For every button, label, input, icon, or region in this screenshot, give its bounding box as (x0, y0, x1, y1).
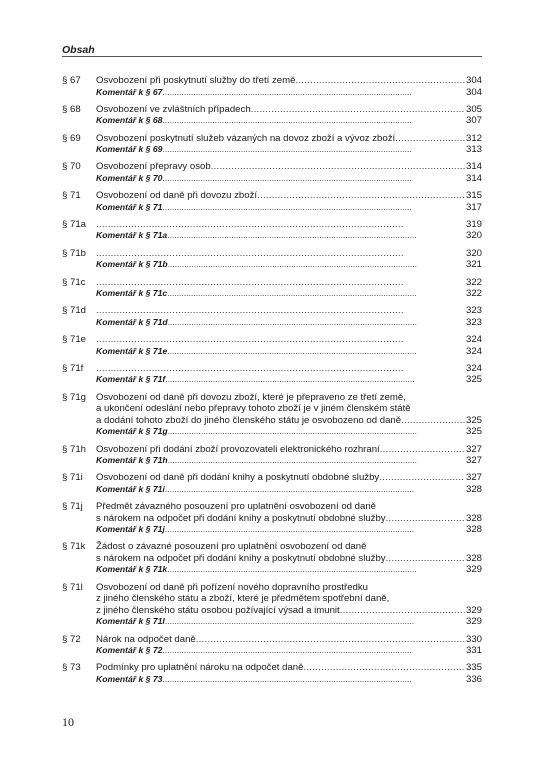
section-number: § 71j (62, 501, 83, 513)
entry-title: s nárokem na odpočet při dodání knihy a poskytnutí obdobné služby (96, 552, 386, 564)
entry-page: 328 (465, 552, 482, 564)
entry-title-line (96, 444, 482, 456)
toc-entry (62, 541, 482, 576)
entry-title-line (96, 415, 482, 427)
entry-text (96, 248, 482, 271)
entry-title: Osvobození při poskytnutí služby do třetí země (96, 75, 296, 86)
commentary-line (96, 645, 482, 657)
commentary-page: 331 (465, 645, 482, 657)
commentary-page: 307 (465, 115, 482, 127)
commentary-page: 313 (465, 144, 482, 156)
commentary-page: 336 (465, 673, 482, 685)
toc-entry (62, 501, 482, 536)
dot-leader (303, 662, 465, 674)
commentary-line (96, 230, 482, 242)
entry-page: 330 (465, 633, 482, 645)
entry-title-line (96, 248, 482, 260)
entry-title: Předmět závazného posouzení pro uplatnění osvobození od daně (96, 501, 377, 513)
entry-title-line (96, 553, 482, 565)
section-number: § 68 (62, 103, 81, 115)
dot-leader (165, 616, 465, 628)
entry-page: 319 (465, 218, 482, 230)
dot-leader (168, 426, 465, 438)
commentary-title: Komentář k § 71h (96, 455, 168, 466)
section-number: § 71a (62, 218, 87, 230)
toc-entry (62, 104, 482, 127)
entry-text (96, 334, 482, 357)
toc-entry (62, 219, 482, 242)
dot-leader (167, 346, 465, 358)
entry-text (96, 634, 482, 657)
entry-text (96, 305, 482, 328)
toc-entry (62, 75, 482, 98)
dot-leader (162, 144, 465, 156)
entry-title-line (96, 403, 482, 415)
dot-leader (167, 288, 465, 300)
entry-page: 327 (465, 443, 482, 455)
dot-leader (251, 104, 465, 116)
dot-leader (96, 334, 465, 346)
entry-title: z jiného členského státu a zboží, které je předmětem spotřební daně, (96, 593, 390, 605)
entry-text (96, 501, 482, 536)
commentary-page: 328 (465, 524, 482, 536)
commentary-title: Komentář k § 73 (96, 673, 163, 684)
dot-leader (196, 634, 465, 646)
entry-title-line (96, 501, 482, 513)
toc-entry (62, 248, 482, 271)
commentary-page: 304 (465, 86, 482, 98)
section-number: § 71f (62, 362, 84, 374)
dot-leader (386, 553, 465, 565)
dot-leader (395, 133, 465, 145)
commentary-title: Komentář k § 69 (96, 144, 163, 155)
entry-text (96, 161, 482, 184)
toc-entry (62, 133, 482, 156)
dot-leader (96, 363, 465, 375)
commentary-line (96, 455, 482, 467)
entry-page: 324 (465, 362, 482, 374)
commentary-line (96, 346, 482, 358)
commentary-title: Komentář k § 67 (96, 86, 163, 97)
entry-title-line (96, 305, 482, 317)
entry-text (96, 75, 482, 98)
section-number: § 69 (62, 132, 81, 144)
commentary-page: 320 (465, 230, 482, 242)
dot-leader (162, 674, 465, 686)
toc-entry (62, 634, 482, 657)
commentary-line (96, 616, 482, 628)
toc-entry (62, 662, 482, 685)
commentary-title: Komentář k § 71c (96, 288, 168, 299)
dot-leader (168, 317, 465, 329)
entry-title: Osvobození ve zvláštních případech (96, 103, 251, 115)
entry-page: 325 (465, 414, 482, 426)
dot-leader (167, 230, 465, 242)
commentary-page: 329 (465, 564, 482, 576)
entry-page: 312 (465, 132, 482, 144)
entry-title-line (96, 662, 482, 674)
entry-title-line (96, 472, 482, 484)
toc-entry (62, 392, 482, 438)
running-header (62, 40, 482, 56)
header-rule (62, 56, 482, 57)
entry-text (96, 392, 482, 438)
entry-text (96, 541, 482, 576)
entry-page: 320 (465, 247, 482, 259)
entry-title: Podmínky pro uplatnění nároku na odpočet daně (96, 662, 304, 674)
dot-leader (340, 605, 465, 617)
dot-leader (165, 524, 465, 536)
entry-text (96, 133, 482, 156)
toc-entry (62, 334, 482, 357)
dot-leader (168, 259, 465, 271)
entry-text (96, 444, 482, 467)
commentary-page: 329 (465, 616, 482, 628)
commentary-page: 327 (465, 455, 482, 467)
section-number: § 71e (62, 334, 87, 346)
entry-title-line (96, 277, 482, 289)
entry-text (96, 363, 482, 386)
commentary-title: Komentář k § 71f (96, 374, 166, 385)
commentary-page: 322 (465, 288, 482, 300)
commentary-page: 325 (465, 374, 482, 386)
section-number: § 67 (62, 75, 81, 86)
section-number: § 72 (62, 633, 81, 645)
entry-title: Osvobození přepravy osob (96, 161, 211, 173)
commentary-line (96, 564, 482, 576)
entry-page: 314 (465, 161, 482, 173)
commentary-page: 328 (465, 483, 482, 495)
toc-entry (62, 190, 482, 213)
entry-title: Nárok na odpočet daně (96, 633, 196, 645)
commentary-page: 321 (465, 259, 482, 271)
commentary-line (96, 426, 482, 438)
commentary-line (96, 524, 482, 536)
entry-page: 327 (465, 472, 482, 484)
entry-page: 305 (465, 103, 482, 115)
entry-title: a dodání tohoto zboží do jiného členského státu je osvobozeno od daně (96, 414, 402, 426)
entry-title: s nárokem na odpočet při dodání knihy a poskytnutí obdobné služby (96, 512, 386, 524)
dot-leader (167, 564, 465, 576)
section-number: § 71g (62, 391, 87, 403)
entry-text (96, 104, 482, 127)
toc-entry (62, 444, 482, 467)
dot-leader (162, 202, 465, 214)
commentary-page: 323 (465, 316, 482, 328)
toc-entry (62, 582, 482, 628)
dot-leader (96, 305, 465, 317)
dot-leader (165, 484, 465, 496)
commentary-line (96, 288, 482, 300)
entry-title-line (96, 541, 482, 553)
entry-page: 304 (465, 75, 482, 86)
dot-leader (96, 219, 465, 231)
table-of-contents (62, 75, 482, 685)
section-number: § 71l (62, 581, 83, 593)
commentary-line (96, 115, 482, 127)
commentary-page: 314 (465, 172, 482, 184)
commentary-title: Komentář k § 71a (96, 230, 168, 241)
commentary-page: 324 (465, 345, 482, 357)
dot-leader (401, 415, 465, 427)
commentary-title: Komentář k § 72 (96, 645, 163, 656)
dot-leader (96, 277, 465, 289)
toc-entry (62, 161, 482, 184)
entry-title-line (96, 634, 482, 646)
entry-title-line (96, 392, 482, 404)
dot-leader (162, 115, 465, 127)
dot-leader (162, 87, 465, 99)
commentary-title: Komentář k § 68 (96, 115, 163, 126)
section-number: § 71h (62, 443, 87, 455)
entry-title-line (96, 75, 482, 87)
header-title: Obsah (62, 44, 95, 56)
section-number: § 70 (62, 161, 81, 173)
entry-page: 315 (465, 190, 482, 202)
section-number: § 71k (62, 541, 86, 553)
section-number: § 73 (62, 662, 81, 674)
commentary-title: Komentář k § 71i (96, 483, 165, 494)
entry-title: Osvobození od daně při pořízení nového dopravního prostředku (96, 581, 369, 593)
entry-title-line (96, 513, 482, 525)
entry-title: Osvobození od daně při dovozu zboží, které je přepraveno ze třetí země, (96, 391, 406, 403)
commentary-title: Komentář k § 71l (96, 616, 165, 627)
commentary-title: Komentář k § 71k (96, 564, 168, 575)
entry-title: z jiného členského státu osobou požívající výsad a imunit (96, 604, 340, 616)
entry-title-line (96, 104, 482, 116)
entry-title-line (96, 334, 482, 346)
entry-title: Žádost o závazné posouzení pro uplatnění osvobození od daně (96, 541, 367, 553)
commentary-title: Komentář k § 71d (96, 316, 168, 327)
dot-leader (162, 645, 465, 657)
commentary-line (96, 202, 482, 214)
dot-leader (380, 444, 465, 456)
entry-title-line (96, 190, 482, 202)
commentary-title: Komentář k § 70 (96, 172, 163, 183)
entry-text (96, 662, 482, 685)
entry-title: Osvobození při dodání zboží provozovateli elektronického rozhraní (96, 443, 380, 455)
section-number: § 71b (62, 247, 87, 259)
entry-title-line (96, 593, 482, 605)
dot-leader (211, 161, 465, 173)
entry-text (96, 472, 482, 495)
dot-leader (162, 173, 465, 185)
entry-page: 329 (465, 604, 482, 616)
dot-leader (96, 248, 465, 260)
commentary-line (96, 87, 482, 99)
commentary-title: Komentář k § 71e (96, 345, 168, 356)
entry-title: Osvobození od daně při dovozu zboží (96, 190, 258, 202)
commentary-title: Komentář k § 71b (96, 259, 168, 270)
commentary-title: Komentář k § 71g (96, 426, 168, 437)
dot-leader (165, 374, 465, 386)
entry-page: 322 (465, 276, 482, 288)
section-number: § 71c (62, 276, 86, 288)
entry-text (96, 190, 482, 213)
entry-title: Osvobození poskytnutí služeb vázaných na dovoz zboží a vývoz zboží (96, 132, 396, 144)
commentary-page: 325 (465, 426, 482, 438)
dot-leader (257, 190, 465, 202)
commentary-title: Komentář k § 71 (96, 201, 163, 212)
toc-entry (62, 305, 482, 328)
entry-title: a ukončení odeslání nebo přepravy tohoto zboží je v jiném členském státě (96, 403, 411, 415)
dot-leader (295, 75, 465, 87)
entry-title-line (96, 219, 482, 231)
commentary-line (96, 144, 482, 156)
commentary-line (96, 259, 482, 271)
entry-text (96, 277, 482, 300)
entry-page: 323 (465, 305, 482, 317)
entry-page: 335 (465, 662, 482, 674)
entry-title-line (96, 161, 482, 173)
toc-entry (62, 277, 482, 300)
entry-title-line (96, 363, 482, 375)
page-number: 10 (62, 715, 74, 729)
commentary-line (96, 374, 482, 386)
commentary-line (96, 173, 482, 185)
commentary-line (96, 484, 482, 496)
entry-text (96, 219, 482, 242)
section-number: § 71 (62, 190, 81, 202)
toc-entry (62, 363, 482, 386)
entry-title: Osvobození od daně při dodání knihy a poskytnutí obdobné služby (96, 472, 380, 484)
toc-entry (62, 472, 482, 495)
commentary-page: 317 (465, 201, 482, 213)
entry-page: 324 (465, 334, 482, 346)
dot-leader (168, 455, 465, 467)
dot-leader (379, 472, 465, 484)
entry-title-line (96, 582, 482, 594)
commentary-line (96, 674, 482, 686)
commentary-title: Komentář k § 71j (96, 524, 165, 535)
commentary-line (96, 317, 482, 329)
dot-leader (386, 513, 465, 525)
entry-title-line (96, 133, 482, 145)
entry-page: 328 (465, 512, 482, 524)
entry-title-line (96, 605, 482, 617)
section-number: § 71d (62, 305, 87, 317)
entry-text (96, 582, 482, 628)
section-number: § 71i (62, 472, 83, 484)
